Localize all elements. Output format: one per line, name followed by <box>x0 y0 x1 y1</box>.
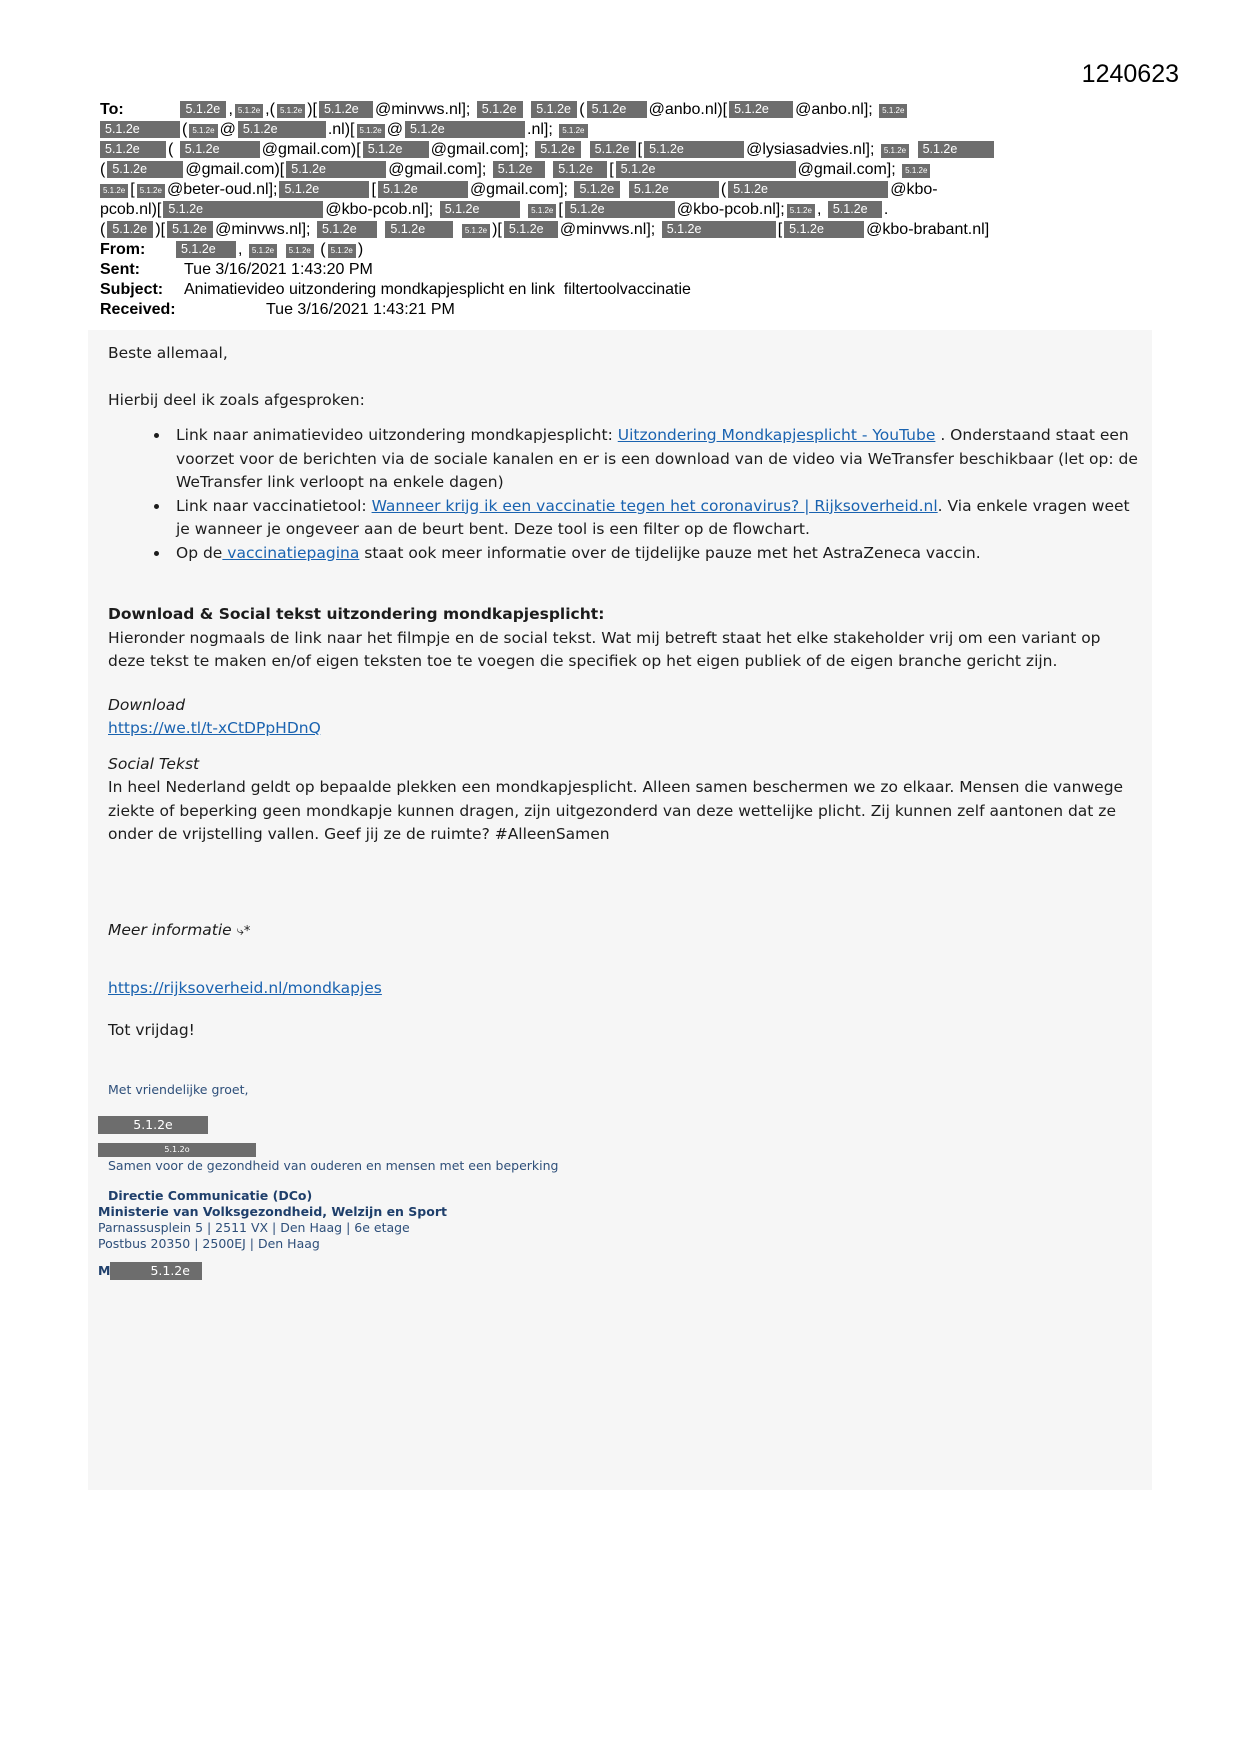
address-fragment: @lysiasadvies.nl]; <box>746 141 875 158</box>
address-fragment: @minvws.nl]; <box>559 221 656 238</box>
redaction: 5.1.2e <box>881 144 909 158</box>
address-fragment: @ <box>219 121 236 138</box>
subject-value: Animatievideo uitzondering mondkapjesplicht en link filtertoolvaccinatie <box>184 281 691 298</box>
download-label: Download <box>108 695 186 714</box>
greeting: Beste allemaal, <box>108 344 228 362</box>
address-fragment: @gmail.com]; <box>388 161 487 178</box>
subject-line <box>100 280 1060 300</box>
sent-value: Tue 3/16/2021 1:43:20 PM <box>184 261 373 278</box>
redaction: 5.1.2e <box>728 181 888 198</box>
mobile-label: M <box>98 1262 111 1278</box>
address-fragment: pcob.nl)[ <box>100 201 162 218</box>
vaccination-page-link[interactable]: vaccinatiepagina <box>222 543 360 562</box>
redaction: 5.1.2e <box>100 121 180 138</box>
document-number: 1240623 <box>1081 60 1179 88</box>
address-fragment: @kbo-pcob.nl]; <box>676 201 785 218</box>
address-fragment: @gmail.com)[ <box>185 161 285 178</box>
received-label: Received: <box>100 301 176 318</box>
more-info-link[interactable]: https://rijksoverheid.nl/mondkapjes <box>108 979 382 997</box>
redaction: 5.1.2e <box>644 141 744 158</box>
download-link[interactable]: https://we.tl/t-xCtDPpHDnQ <box>108 719 321 737</box>
to-line-2: 5.1.2e ( 5.1.2e @ 5.1.2e .nl)[ 5.1.2e @ 5.1.2e .nl]; 5.1.2e <box>100 120 1060 140</box>
redaction: 5.1.2e <box>828 201 882 218</box>
regards: Met vriendelijke groet, <box>108 1082 249 1097</box>
redaction: 5.1.2e <box>176 241 236 258</box>
social-label: Social Tekst <box>108 754 200 773</box>
section-title: Download & Social tekst uitzondering mondkapjesplicht: <box>108 605 605 623</box>
received-line <box>100 300 1060 320</box>
redaction: 5.1.2e <box>357 124 385 138</box>
to-line-3: 5.1.2e ( 5.1.2e @gmail.com)[ 5.1.2e @gmail.com]; 5.1.2e 5.1.2e [ 5.1.2e @lysiasadvies.nl]; 5.1.2e 5.1.2e <box>100 140 1060 160</box>
list-item: • Op de vaccinatiepagina staat ook meer informatie over de tijdelijke pauze met het AstraZeneca vaccin. <box>170 542 1138 566</box>
redaction: 5.1.2e <box>587 101 647 118</box>
redaction: 5.1.2e <box>918 141 994 158</box>
redaction: 5.1.2e <box>180 141 260 158</box>
address-fragment: .nl]; <box>527 121 553 138</box>
section-text: Hieronder nogmaals de link naar het filmpje en de social tekst. Wat mij betreft staat het elke stakeholder vrij om een variant op deze tekst te maken en/of eigen teksten toe te voegen die specifiek op het eigen publiek of de eigen branche gericht zijn. <box>108 628 1101 670</box>
message-body <box>98 330 1138 1280</box>
closing: Tot vrijdag! <box>108 1020 195 1039</box>
redaction: 5.1.2e <box>277 104 305 118</box>
redaction: 5.1.2e <box>440 201 520 218</box>
redaction: 5.1.2e <box>590 141 636 158</box>
address-fragment: @minvws.nl]; <box>215 221 311 238</box>
redaction: 5.1.2e <box>477 101 523 118</box>
redaction: 5.1.2e <box>189 124 217 138</box>
to-line-1: To: 5.1.2e , 5.1.2e ,( 5.1.2e )[ 5.1.2e @minvws.nl]; 5.1.2e 5.1.2e ( 5.1.2e @anbo.nl)[ 5.1.2e @anbo.nl]; 5.1.2e <box>100 100 1060 120</box>
redaction: 5.1.2e <box>565 201 675 218</box>
received-value: Tue 3/16/2021 1:43:21 PM <box>266 301 455 318</box>
redaction: 5.1.2e <box>378 181 468 198</box>
signature-org <box>98 1188 1138 1280</box>
redaction: 5.1.2e <box>574 181 620 198</box>
bullet-list <box>108 424 1138 565</box>
redaction: 5.1.2e <box>385 221 453 238</box>
redaction: 5.1.2e <box>784 221 864 238</box>
redaction: 5.1.2e <box>493 161 545 178</box>
redaction: 5.1.2e <box>553 161 607 178</box>
redaction: 5.1.2e <box>137 184 165 198</box>
redaction: 5.1.2e <box>98 1116 208 1134</box>
arrow-icon: ⤷* <box>236 923 251 939</box>
address-fragment: @minvws.nl]; <box>374 101 471 118</box>
vaccination-tool-link[interactable]: Wanneer krijg ik een vaccinatie tegen het coronavirus? | Rijksoverheid.nl <box>371 496 938 515</box>
address-fragment: .nl)[ <box>327 121 355 138</box>
redaction: 5.1.2e <box>235 104 263 118</box>
redaction: 5.1.2e <box>616 161 796 178</box>
redaction: 5.1.2e <box>317 221 377 238</box>
redaction: 5.1.2e <box>167 221 213 238</box>
list-item: • Link naar vaccinatietool: Wanneer krijg ik een vaccinatie tegen het coronavirus? | Rijksoverheid.nl. Via enkele vragen weet je wanneer je ongeveer aan de beurt bent. Deze tool is een filter op de flowchart. <box>170 495 1138 542</box>
address-fragment: @anbo.nl]; <box>795 101 873 118</box>
to-label: To: <box>100 101 124 118</box>
mobile-line <box>98 1262 1138 1280</box>
youtube-link[interactable]: Uitzondering Mondkapjesplicht - YouTube <box>617 426 936 444</box>
signature-name-redaction <box>98 1114 1138 1161</box>
redaction: 5.1.2e <box>286 161 386 178</box>
address-fragment: @gmail.com]; <box>430 141 529 158</box>
address-fragment: @gmail.com]; <box>797 161 896 178</box>
redaction: 5.1.2e <box>110 1262 202 1280</box>
address-fragment: @anbo.nl)[ <box>648 101 728 118</box>
department: Directie Communicatie (DCo) <box>108 1187 313 1203</box>
tagline: Samen voor de gezondheid van ouderen en mensen met een beperking <box>108 1157 559 1173</box>
redaction: 5.1.2e <box>328 244 356 258</box>
address-fragment: @kbo-brabant.nl] <box>866 221 990 238</box>
more-info-label: Meer informatie ⤷* <box>108 920 251 939</box>
address-fragment: @ <box>386 121 403 138</box>
redaction: 5.1.2e <box>249 244 277 258</box>
redaction: 5.1.2e <box>100 184 128 198</box>
redaction: 5.1.2e <box>531 101 577 118</box>
redaction: 5.1.2e <box>902 164 930 178</box>
to-line-6: pcob.nl)[ 5.1.2e @kbo-pcob.nl]; 5.1.2e 5.1.2e [ 5.1.2e @kbo-pcob.nl]; 5.1.2e , 5.1.2e . <box>100 201 889 218</box>
social-text: In heel Nederland geldt op bepaalde plekken een mondkapjesplicht. Alleen samen beschermen we zo elkaar. Mensen die vanwege ziekte of beperking geen mondkapje kunnen dragen, zijn uitgezonderd van deze wettelijke plicht. Zij kunnen zelf aantonen dat ze onder de vrijstelling vallen. Geef jij ze de ruimte? #AlleenSamen <box>108 778 1124 843</box>
redaction: 5.1.2e <box>238 121 326 138</box>
to-line-5: 5.1.2e [ 5.1.2e @beter-oud.nl]; 5.1.2e [ 5.1.2e @gmail.com]; 5.1.2e 5.1.2e ( 5.1.2e @kbo- <box>100 180 1060 200</box>
address-fragment: @beter-oud.nl]; <box>166 181 278 198</box>
redaction: 5.1.2e <box>879 104 907 118</box>
to-line-4: ( 5.1.2e @gmail.com)[ 5.1.2e @gmail.com]; 5.1.2e 5.1.2e [ 5.1.2e @gmail.com]; 5.1.2e <box>100 160 1060 180</box>
redaction: 5.1.2e <box>504 221 558 238</box>
redaction: 5.1.2e <box>559 124 587 138</box>
redaction: 5.1.2e <box>363 141 429 158</box>
redaction: 5.1.2e <box>180 101 226 118</box>
email-header <box>100 100 1060 320</box>
redaction: 5.1.2e <box>107 221 153 238</box>
redaction: 5.1.2e <box>405 121 525 138</box>
address-fragment: @kbo-pcob.nl]; <box>325 201 434 218</box>
ministry: Ministerie van Volksgezondheid, Welzijn en Sport <box>98 1203 447 1219</box>
sent-label: Sent: <box>100 261 140 278</box>
redaction: 5.1.2e <box>729 101 793 118</box>
sent-line <box>100 260 1060 280</box>
redaction: 5.1.2e <box>528 204 556 218</box>
redaction: 5.1.2e <box>286 244 314 258</box>
subject-label: Subject: <box>100 281 164 298</box>
redaction: 5.1.2e <box>535 141 581 158</box>
redaction: 5.1.2e <box>787 204 815 218</box>
redaction: 5.1.2e <box>462 224 490 238</box>
from-label: From: <box>100 241 146 258</box>
redaction: 5.1.2e <box>107 161 183 178</box>
address-fragment: @kbo- <box>890 181 938 198</box>
postbus: Postbus 20350 | 2500EJ | Den Haag <box>98 1235 320 1251</box>
redaction: 5.1.2e <box>279 181 369 198</box>
redaction: 5.1.2e <box>319 101 373 118</box>
to-line-7: ( 5.1.2e )[ 5.1.2e @minvws.nl]; 5.1.2e 5.1.2e 5.1.2e )[ 5.1.2e @minvws.nl]; 5.1.2e [ 5.1.2e @kbo-brabant.nl] <box>100 221 990 238</box>
redaction: 5.1.2e <box>100 141 166 158</box>
address-fragment: @gmail.com)[ <box>261 141 361 158</box>
address-fragment: @gmail.com]; <box>469 181 568 198</box>
redaction: 5.1.2e <box>629 181 719 198</box>
intro-text: Hierbij deel ik zoals afgesproken: <box>108 390 365 409</box>
list-item: • Link naar animatievideo uitzondering mondkapjesplicht: Uitzondering Mondkapjesplicht - YouTube . Onderstaand staat een voorzet voor de berichten via de sociale kanalen en er is een download van de video via WeTransfer beschikbaar (let op: de WeTransfer link verloopt na enkele dagen) <box>170 424 1138 495</box>
redaction: 5.1.2e <box>662 221 776 238</box>
redaction: 5.1.2e <box>163 201 323 218</box>
redaction: 5.1.2o <box>98 1143 256 1157</box>
from-line: From: 5.1.2e , 5.1.2e 5.1.2e ( 5.1.2e ) <box>100 241 364 258</box>
address: Parnassusplein 5 | 2511 VX | Den Haag | 6e etage <box>98 1219 410 1235</box>
